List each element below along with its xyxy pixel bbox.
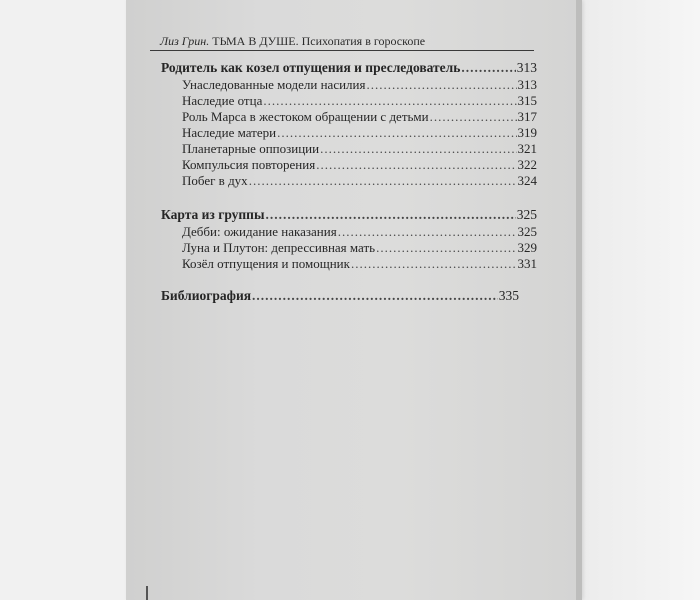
page-number: 325 bbox=[516, 207, 537, 222]
dot-leader bbox=[249, 173, 517, 189]
page-number: 317 bbox=[517, 109, 537, 124]
page-number: 319 bbox=[517, 125, 537, 140]
dot-leader bbox=[351, 256, 517, 272]
table-of-contents bbox=[161, 58, 537, 305]
toc-chapter: Библиография ..... 335 bbox=[161, 286, 519, 305]
toc-entry: Унаследованные модели насилия ..... 313 bbox=[161, 77, 537, 93]
toc-section-bibliography bbox=[161, 286, 537, 305]
toc-entry: Наследие отца ..... 315 bbox=[161, 93, 537, 109]
page-number: 325 bbox=[517, 224, 537, 239]
dot-leader bbox=[266, 205, 516, 224]
page-number: 315 bbox=[517, 93, 537, 108]
toc-chapter: Карта из группы ..... 325 bbox=[161, 205, 537, 224]
toc-entry: Побег в дух ..... 324 bbox=[161, 173, 537, 189]
section-gap bbox=[161, 189, 537, 205]
background-surface bbox=[582, 0, 700, 600]
dot-leader bbox=[338, 224, 517, 240]
dot-leader bbox=[376, 240, 516, 256]
dot-leader bbox=[263, 93, 516, 109]
dot-leader bbox=[316, 157, 516, 173]
page-number: 313 bbox=[516, 60, 537, 75]
dot-leader bbox=[430, 109, 517, 125]
toc-entry: Козёл отпущения и помощник ..... 331 bbox=[161, 256, 537, 272]
header-title: ТЬМА В ДУШЕ. Психопатия в гороскопе bbox=[212, 34, 426, 48]
dot-leader bbox=[277, 125, 516, 141]
running-header bbox=[160, 34, 425, 49]
section-gap bbox=[161, 272, 537, 286]
toc-entry: Дебби: ожидание наказания ..... 325 bbox=[161, 224, 537, 240]
dot-leader bbox=[366, 77, 516, 93]
page-corner-mark bbox=[146, 586, 148, 600]
page-number: 331 bbox=[517, 256, 537, 271]
toc-section-group-chart bbox=[161, 205, 537, 272]
toc-section-scapegoat bbox=[161, 58, 537, 189]
toc-entry: Роль Марса в жестоком обращении с детьми ..... 317 bbox=[161, 109, 537, 125]
page-number: 324 bbox=[517, 173, 537, 188]
dot-leader bbox=[461, 58, 515, 77]
page-edge bbox=[576, 0, 582, 600]
toc-entry: Планетарные оппозиции ..... 321 bbox=[161, 141, 537, 157]
page-number: 335 bbox=[498, 288, 519, 303]
dot-leader bbox=[252, 286, 498, 305]
page-number: 313 bbox=[517, 77, 537, 92]
header-author: Лиз Грин. bbox=[160, 34, 210, 48]
page-number: 322 bbox=[517, 157, 537, 172]
header-rule bbox=[150, 50, 534, 51]
page-number: 321 bbox=[517, 141, 537, 156]
toc-entry: Луна и Плутон: депрессивная мать ..... 329 bbox=[161, 240, 537, 256]
dot-leader bbox=[320, 141, 516, 157]
toc-chapter: Родитель как козел отпущения и преследователь ..... 313 bbox=[161, 58, 537, 77]
page-number: 329 bbox=[517, 240, 537, 255]
toc-entry: Компульсия повторения ..... 322 bbox=[161, 157, 537, 173]
toc-entry: Наследие матери ..... 319 bbox=[161, 125, 537, 141]
